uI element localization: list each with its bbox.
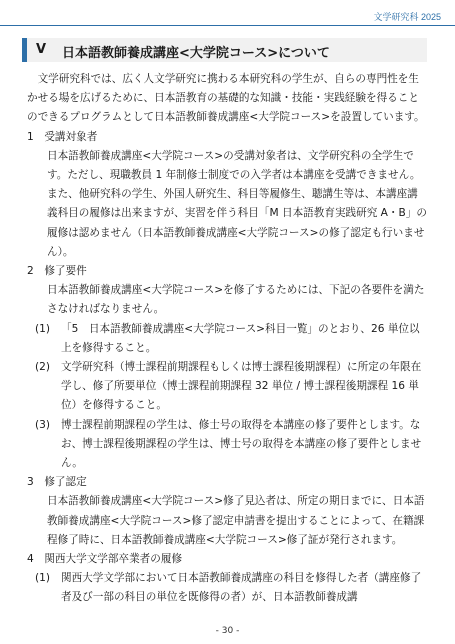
item-text: 文学研究科（博士課程前期課程もしくは博士課程後期課程）に所定の年限在学し、修了所要単位（博士課程前期課程 32 単位 / 博士課程後期課程 16 単位）を修得すること。 xyxy=(61,361,422,412)
section-body-1: 日本語教師養成講座<大学院コース>の受講対象者は、文学研究科の全学生です。ただし、現職教員 1 年制修士制度での入学者は本講座を受講できません。また、他研究科の学生、外国人研究生、科目等履修生、聴講生等は、本講座講義科目の履修は出来ますが、実習を伴う科目「M 日本語教育実践研究 A・B」の履修は認めません（日本語教師養成講座<大学院コース>の修了認定も行いません）。 xyxy=(47,149,427,258)
requirement-item-1 xyxy=(35,320,427,358)
page-header xyxy=(0,6,455,26)
item-text: 「5 日本語教師養成講座<大学院コース>科目一覧」のとおり、26 単位以上を修得すること。 xyxy=(61,322,420,354)
page-number: - 30 - xyxy=(215,626,240,636)
intro-paragraph: 文学研究科では、広く人文学研究に携わる本研究科の学生が、自らの専門性を生かせる場を広げるために、日本語教育の基礎的な知識・技能・実践経験を得ることのできるプログラムとして日本語教師養成講座<大学院コース>を設置しています。 xyxy=(27,73,425,124)
section-heading-4: 4 関西大学文学部卒業者の履修 xyxy=(27,553,183,566)
chapter-title: 日本語教師養成講座<大学院コース>について xyxy=(62,46,330,61)
item-number: (3) xyxy=(35,418,51,431)
section-body-2: 日本語教師養成講座<大学院コース>を修了するためには、下記の各要件を満たさなければなりません。 xyxy=(47,284,425,316)
section-heading-1: 1 受講対象者 xyxy=(27,130,98,143)
item-number: (1) xyxy=(35,572,51,585)
header-rule xyxy=(0,25,455,26)
item-number: (1) xyxy=(35,322,51,335)
section-body-3: 日本語教師養成講座<大学院コース>修了見込者は、所定の期日までに、日本語教師養成講座<大学院コース>修了認定申請書を提出することによって、在籍課程修了時に、日本語教師養成講座<大学院コース>修了証が発行されます。 xyxy=(47,495,425,546)
section-heading-3: 3 修了認定 xyxy=(27,476,87,489)
alumni-item-1 xyxy=(35,569,427,607)
item-number: (2) xyxy=(35,361,51,374)
chapter-title-bar xyxy=(22,38,427,62)
header-label: 文学研究科 2025 xyxy=(373,12,441,22)
chapter-number: V xyxy=(36,42,47,57)
item-text: 博士課程前期課程の学生は、修士号の取得を本講座の修了要件とします。なお、博士課程後期課程の学生は、博士号の取得を本講座の修了要件としません。 xyxy=(61,418,422,470)
requirement-item-3 xyxy=(35,416,427,474)
requirement-item-2 xyxy=(35,358,427,416)
section-heading-2: 2 修了要件 xyxy=(27,265,87,278)
item-text: 関西大学文学部において日本語教師養成講座の科目を修得した者（講座修了者及び一部の科目の単位を既修得の者）が、日本語教師養成講 xyxy=(61,572,422,604)
page-content xyxy=(27,70,427,608)
